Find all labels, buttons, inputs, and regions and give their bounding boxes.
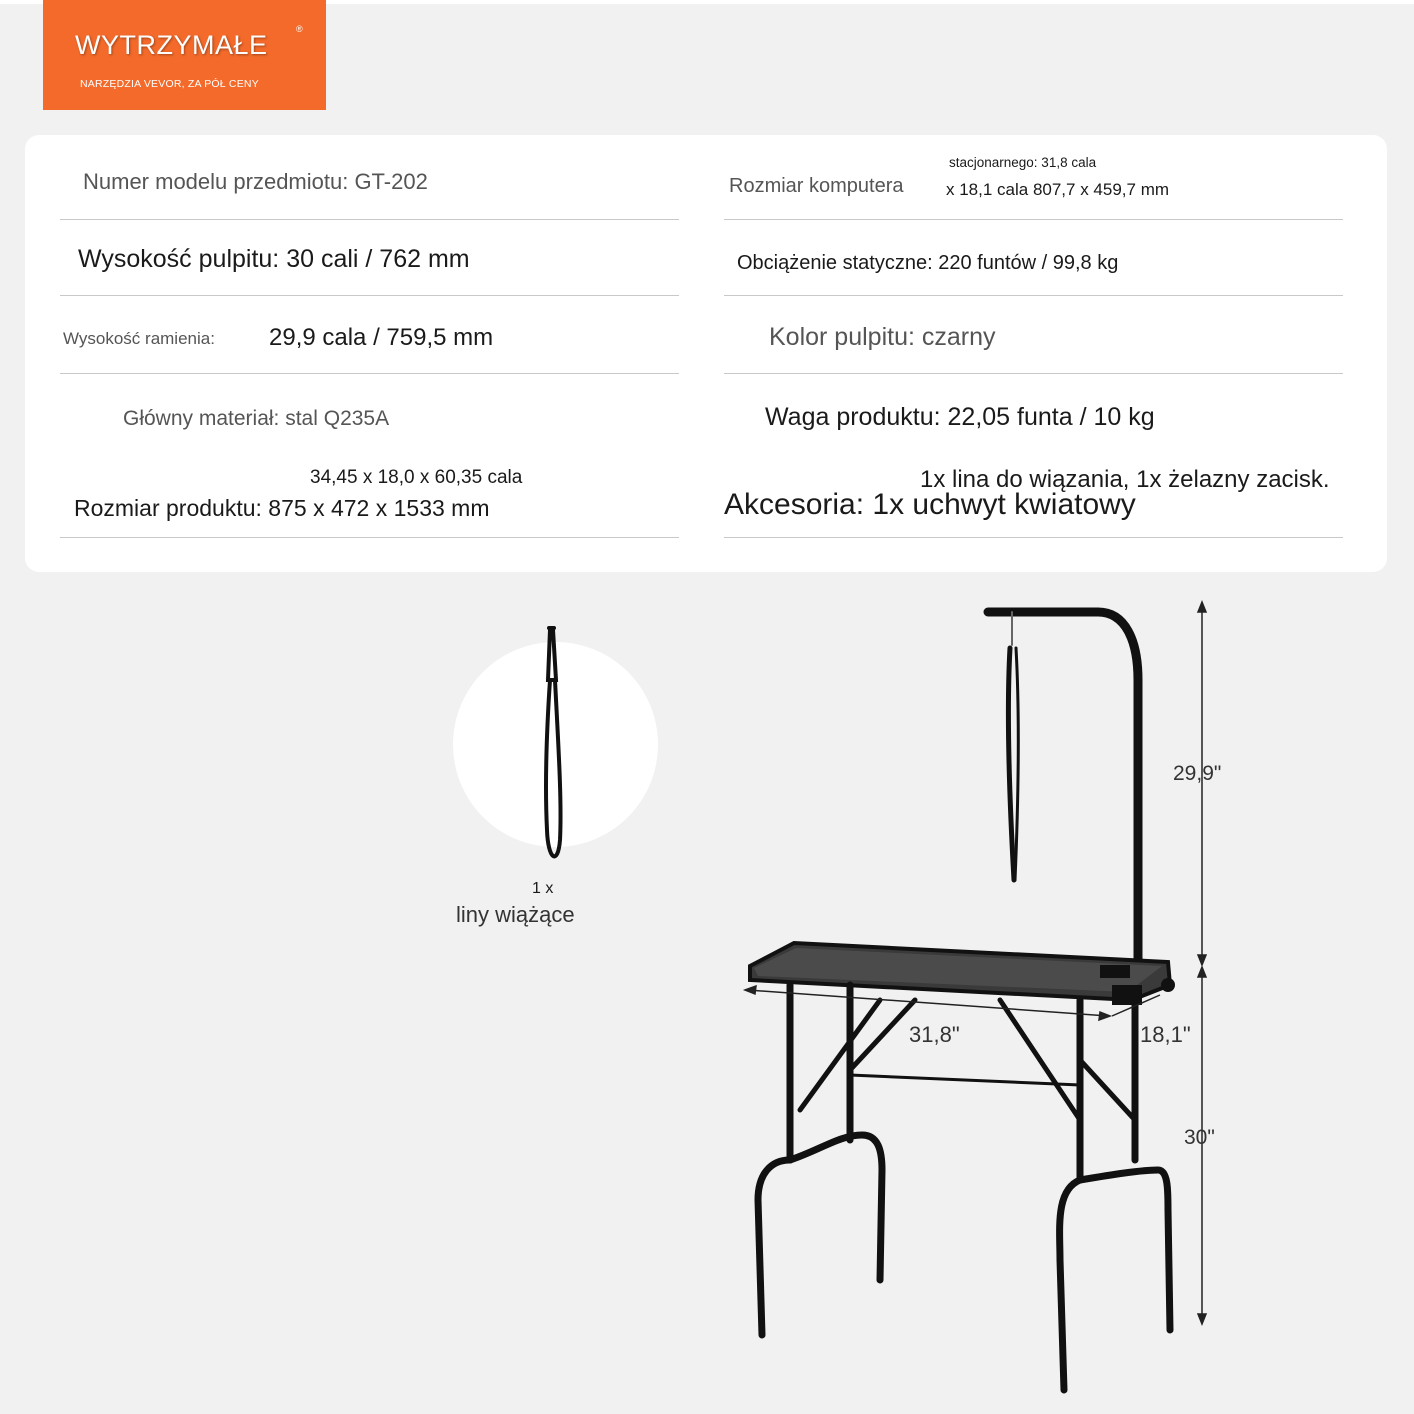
badge-subtitle: NARZĘDZIA VEVOR, ZA PÓŁ CENY	[80, 78, 259, 90]
registered-mark: ®	[296, 24, 303, 34]
spec-computer-size-top: stacjonarnego: 31,8 cala	[949, 155, 1097, 170]
spec-arm-height-label: Wysokość ramienia:	[63, 329, 215, 348]
leash-count: 1 x	[532, 880, 554, 897]
table-legs	[758, 985, 1170, 1390]
tabletop	[750, 943, 1175, 1005]
spec-computer-size-label: Rozmiar komputera	[729, 175, 904, 197]
leash-label: liny wiążące	[456, 902, 575, 927]
spec-product-size-inches: 34,45 x 18,0 x 60,35 cala	[310, 467, 523, 488]
badge-title: WYTRZYMAŁE	[75, 30, 268, 60]
spec-model: Numer modelu przedmiotu: GT-202	[83, 169, 428, 194]
spec-accessories-top: 1x lina do wiązania, 1x żelazny zacisk.	[920, 466, 1330, 493]
dimension-arm-height: 29,9"	[1173, 762, 1222, 785]
spec-weight: Waga produktu: 22,05 funta / 10 kg	[765, 403, 1155, 431]
spec-computer-size-value: x 18,1 cala 807,7 x 459,7 mm	[946, 180, 1170, 199]
spec-accessories: Akcesoria: 1x uchwyt kwiatowy	[724, 488, 1136, 521]
spec-material: Główny materiał: stal Q235A	[123, 407, 390, 430]
grooming-arm	[988, 612, 1138, 975]
leash-icon	[546, 628, 561, 856]
dimension-width: 31,8"	[909, 1022, 960, 1047]
spec-arm-height-value: 29,9 cala / 759,5 mm	[269, 324, 494, 351]
spec-desk-height: Wysokość pulpitu: 30 cali / 762 mm	[78, 245, 470, 273]
dimension-table-height: 30"	[1184, 1126, 1215, 1149]
spec-product-size: Rozmiar produktu: 875 x 472 x 1533 mm	[74, 495, 490, 521]
spec-static-load: Obciążenie statyczne: 220 funtów / 99,8 kg	[737, 252, 1119, 274]
dimension-depth: 18,1"	[1140, 1022, 1191, 1047]
spec-desk-color: Kolor pulpitu: czarny	[769, 323, 996, 351]
